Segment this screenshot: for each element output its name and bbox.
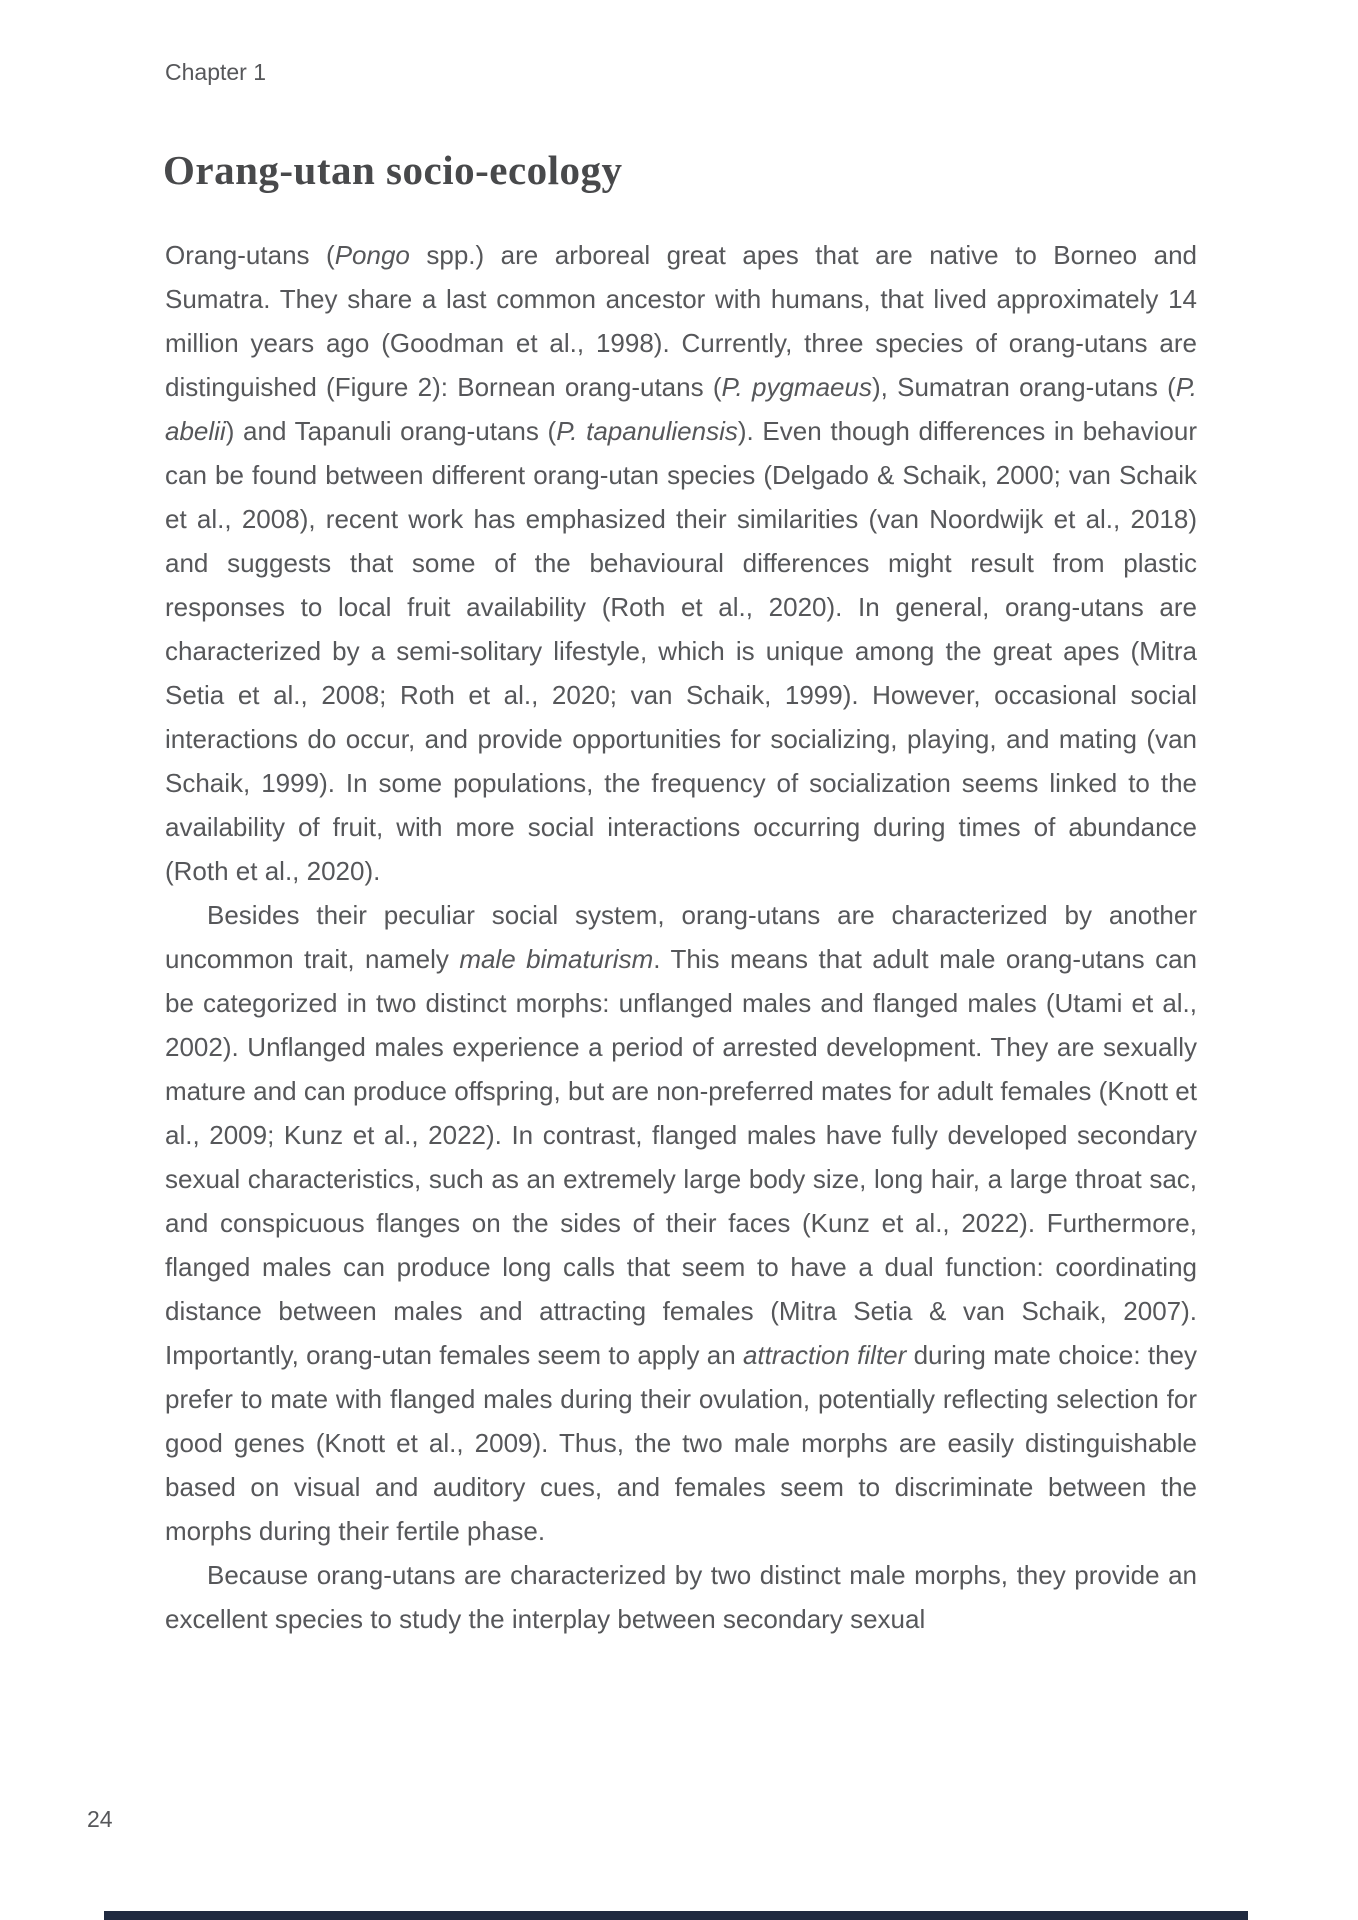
- next-page-edge: [104, 1911, 1248, 1920]
- chapter-title: Orang-utan socio-ecology: [163, 147, 623, 193]
- chapter-header: Chapter 1: [165, 59, 267, 85]
- body-text: [165, 233, 1197, 1641]
- text-run: . This means that adult male orang-utans can be categorized in two distinct morphs: unflanged males and flanged males (Utami et al., 2002). Unflanged males experience a period of arrested development. They are sexually mature and can produce offspring, but are non-preferred mates for adult females (Knott et al., 2009; Kunz et al., 2022). In contrast, flanged males have fully developed secondary sexual characteristics, such as an extremely large body size, long hair, a large throat sac, and conspicuous flanges on the sides of their faces (Kunz et al., 2022). Furthermore, flanged males can produce long calls that seem to have a dual function: coordinating distance between males and attracting females (Mitra Setia & van Schaik, 2007). Importantly, orang-utan females seem to apply an: [165, 944, 1197, 1370]
- text-run: during mate choice: they prefer to mate with flanged males during their ovulation, potentially reflecting selection for good genes (Knott et al., 2009). Thus, the two male morphs are easily distinguishable based on visual and auditory cues, and females seem to discriminate between the morphs during their fertile phase.: [165, 1340, 1197, 1546]
- page-number: 24: [87, 1806, 113, 1832]
- text-run: Because orang-utans are characterized by two distinct male morphs, they provide an excellent species to study the interplay between secondary sexual: [165, 1560, 1197, 1634]
- text-run: ) and Tapanuli orang-utans (: [225, 416, 557, 446]
- italic-text-run: P. abelii: [165, 372, 1197, 446]
- paragraph: [165, 1553, 1197, 1641]
- paragraph: [165, 893, 1197, 1553]
- text-run: ). Even though differences in behaviour can be found between different orang-utan species (Delgado & Schaik, 2000; van Schaik et al., 2008), recent work has emphasized their similarities (van Noordwijk et al., 2018) and suggests that some of the behavioural differences might result from plastic responses to local fruit availability (Roth et al., 2020). In general, orang-utans are characterized by a semi-solitary lifestyle, which is unique among the great apes (Mitra Setia et al., 2008; Roth et al., 2020; van Schaik, 1999). However, occasional social interactions do occur, and provide opportunities for socializing, playing, and mating (van Schaik, 1999). In some populations, the frequency of socialization seems linked to the availability of fruit, with more social interactions occurring during times of abundance (Roth et al., 2020).: [165, 416, 1197, 886]
- italic-text-run: attraction filter: [742, 1340, 907, 1370]
- italic-text-run: Pongo: [334, 240, 410, 270]
- text-run: ), Sumatran orang-utans (: [871, 372, 1176, 402]
- text-run: Besides their peculiar social system, orang-utans are characterized by another uncommon trait, namely: [165, 900, 1197, 974]
- italic-text-run: male bimaturism: [459, 944, 654, 974]
- text-run: spp.) are arboreal great apes that are native to Borneo and Sumatra. They share a last common ancestor with humans, that lived approximately 14 million years ago (Goodman et al., 1998). Currently, three species of orang-utans are distinguished (Figure 2): Bornean orang-utans (: [165, 240, 1197, 402]
- paragraph: [165, 233, 1197, 893]
- text-run: Orang-utans (: [165, 240, 335, 270]
- italic-text-run: P. tapanuliensis: [556, 416, 738, 446]
- italic-text-run: P. pygmaeus: [721, 372, 872, 402]
